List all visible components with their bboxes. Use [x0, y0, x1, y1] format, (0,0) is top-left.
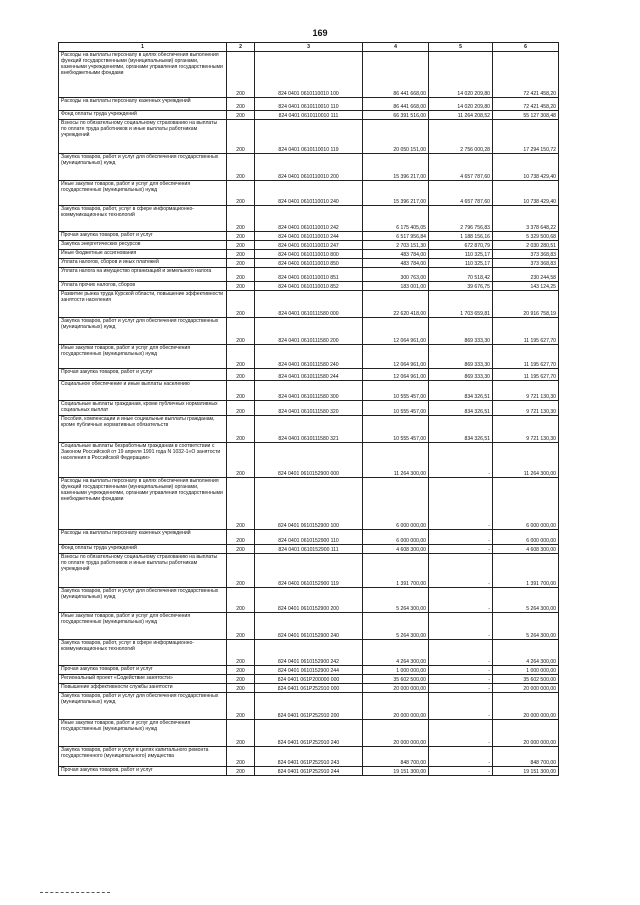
row-code-cell: 200 — [227, 154, 255, 181]
table-row — [59, 98, 559, 111]
row-name-cell: Повышение эффективности службы занятости — [59, 684, 227, 693]
row-code-cell: 200 — [227, 250, 255, 259]
page-number: 169 — [312, 28, 328, 38]
row-approved-amount-cell: 4 608 300,00 — [363, 545, 429, 554]
row-name-cell: Социальные выплаты безработным гражданам в соответствии с Законом Российской от 19 апреля 1991 года N 1032-1«О занятости населения в Российской Федерации» — [59, 443, 227, 478]
row-unexecuted-amount-cell: 5 329 500,68 — [493, 232, 559, 241]
row-classification-code-cell: 824 0401 0610110010 247 — [255, 241, 363, 250]
row-executed-amount-cell: 4 657 787,60 — [429, 181, 493, 206]
row-unexecuted-amount-cell: 4 264 300,00 — [493, 640, 559, 666]
table-row — [59, 291, 559, 318]
row-name-cell: Взносы по обязательному социальному страхованию на выплаты по оплате труда работников и иные выплаты работникам учреждений — [59, 554, 227, 588]
row-approved-amount-cell: 11 264 300,00 — [363, 443, 429, 478]
row-approved-amount-cell: 6 175 405,05 — [363, 206, 429, 232]
row-executed-amount-cell: - — [429, 747, 493, 767]
row-classification-code-cell: 824 0401 061P200000 000 — [255, 675, 363, 684]
row-code-cell: 200 — [227, 530, 255, 545]
row-unexecuted-amount-cell: 11 195 627,70 — [493, 345, 559, 369]
row-approved-amount-cell: 12 064 961,00 — [363, 318, 429, 345]
row-name-cell: Иные бюджетные ассигнования — [59, 250, 227, 259]
row-name-cell: Расходы на выплаты персоналу казенных учреждений — [59, 530, 227, 545]
row-code-cell: 200 — [227, 291, 255, 318]
table-row — [59, 684, 559, 693]
table-row — [59, 154, 559, 181]
table-row — [59, 675, 559, 684]
row-name-cell: Закупка энергетических ресурсов — [59, 241, 227, 250]
table-row — [59, 478, 559, 530]
row-code-cell: 200 — [227, 613, 255, 640]
row-classification-code-cell: 824 0401 0610111580 321 — [255, 416, 363, 443]
row-code-cell: 200 — [227, 345, 255, 369]
row-code-cell: 200 — [227, 720, 255, 747]
row-unexecuted-amount-cell: 55 127 308,48 — [493, 111, 559, 120]
row-approved-amount-cell: 12 064 961,00 — [363, 345, 429, 369]
row-code-cell: 200 — [227, 640, 255, 666]
row-name-cell: Уплата прочих налогов, сборов — [59, 282, 227, 291]
row-unexecuted-amount-cell: 5 264 300,00 — [493, 613, 559, 640]
row-name-cell: Пособия, компенсации и иные социальные выплаты гражданам, кроме публичных нормативных обязательств — [59, 416, 227, 443]
row-approved-amount-cell: 15 396 217,00 — [363, 154, 429, 181]
column-header-4: 4 — [363, 43, 429, 52]
row-classification-code-cell: 824 0401 0610152900 100 — [255, 478, 363, 530]
row-approved-amount-cell: 86 441 668,00 — [363, 98, 429, 111]
table-row — [59, 545, 559, 554]
table-row — [59, 345, 559, 369]
row-unexecuted-amount-cell: 9 721 130,30 — [493, 401, 559, 416]
row-executed-amount-cell: - — [429, 530, 493, 545]
row-code-cell: 200 — [227, 545, 255, 554]
row-name-cell: Прочая закупка товаров, работ и услуг — [59, 232, 227, 241]
table-row — [59, 767, 559, 776]
table-row — [59, 120, 559, 154]
row-approved-amount-cell: 4 264 300,00 — [363, 640, 429, 666]
table-header-row — [59, 43, 559, 52]
column-header-5: 5 — [429, 43, 493, 52]
row-approved-amount-cell: 10 555 457,00 — [363, 416, 429, 443]
row-approved-amount-cell: 1 391 700,00 — [363, 554, 429, 588]
row-classification-code-cell: 824 0401 0610110010 244 — [255, 232, 363, 241]
row-executed-amount-cell: 834 326,51 — [429, 401, 493, 416]
row-approved-amount-cell: 20 050 151,00 — [363, 120, 429, 154]
row-name-cell: Расходы на выплаты персоналу в целях обеспечения выполнения функций государственными (муниципальными) органами, казенными учреждениями, органами управления государственными внебюджетными фондами — [59, 52, 227, 98]
row-name-cell: Закупка товаров, работ, услуг в сфере информационно-коммуникационных технологий — [59, 206, 227, 232]
row-unexecuted-amount-cell: 11 195 627,70 — [493, 318, 559, 345]
row-executed-amount-cell: 14 020 209,80 — [429, 98, 493, 111]
table-row — [59, 318, 559, 345]
row-approved-amount-cell: 1 000 000,00 — [363, 666, 429, 675]
row-classification-code-cell: 824 0401 0610152900 000 — [255, 443, 363, 478]
row-classification-code-cell: 824 0401 061P252910 244 — [255, 767, 363, 776]
row-classification-code-cell: 824 0401 0610111580 300 — [255, 381, 363, 401]
row-name-cell: Социальные выплаты гражданам, кроме публичных нормативных социальных выплат — [59, 401, 227, 416]
row-approved-amount-cell: 20 000 000,00 — [363, 693, 429, 720]
row-approved-amount-cell: 483 784,00 — [363, 259, 429, 268]
row-code-cell: 200 — [227, 554, 255, 588]
row-executed-amount-cell: 672 870,79 — [429, 241, 493, 250]
budget-execution-table — [58, 42, 559, 776]
row-unexecuted-amount-cell: 373 368,83 — [493, 259, 559, 268]
row-classification-code-cell: 824 0401 0610110010 111 — [255, 111, 363, 120]
row-code-cell: 200 — [227, 666, 255, 675]
table-row — [59, 232, 559, 241]
row-classification-code-cell: 824 0401 0610111580 200 — [255, 318, 363, 345]
row-executed-amount-cell: - — [429, 443, 493, 478]
row-approved-amount-cell: 848 700,00 — [363, 747, 429, 767]
table-row — [59, 416, 559, 443]
row-classification-code-cell: 824 0401 0610152900 200 — [255, 588, 363, 613]
row-code-cell: 200 — [227, 747, 255, 767]
row-classification-code-cell: 824 0401 0610111580 244 — [255, 369, 363, 381]
row-approved-amount-cell: 483 784,00 — [363, 250, 429, 259]
row-approved-amount-cell: 86 441 668,00 — [363, 52, 429, 98]
row-approved-amount-cell: 300 763,00 — [363, 268, 429, 282]
row-executed-amount-cell: 11 264 208,52 — [429, 111, 493, 120]
row-executed-amount-cell: 834 326,51 — [429, 381, 493, 401]
column-header-3: 3 — [255, 43, 363, 52]
row-executed-amount-cell: - — [429, 684, 493, 693]
row-code-cell: 200 — [227, 111, 255, 120]
row-name-cell: Иные закупки товаров, работ и услуг для обеспечения государственных (муниципальных) нужд — [59, 613, 227, 640]
table-body — [59, 52, 559, 776]
row-classification-code-cell: 824 0401 061P252910 243 — [255, 747, 363, 767]
row-classification-code-cell: 824 0401 0610110010 851 — [255, 268, 363, 282]
row-executed-amount-cell: - — [429, 545, 493, 554]
row-unexecuted-amount-cell: 20 000 000,00 — [493, 684, 559, 693]
row-name-cell: Закупка товаров, работ и услуг для обеспечения государственных (муниципальных) нужд — [59, 154, 227, 181]
row-name-cell: Закупка товаров, работ, услуг в сфере информационно-коммуникационных технологий — [59, 640, 227, 666]
row-code-cell: 200 — [227, 767, 255, 776]
table-row — [59, 381, 559, 401]
row-unexecuted-amount-cell: 11 195 627,70 — [493, 369, 559, 381]
table-row — [59, 554, 559, 588]
row-classification-code-cell: 824 0401 0610152900 240 — [255, 613, 363, 640]
row-code-cell: 200 — [227, 52, 255, 98]
row-unexecuted-amount-cell: 5 264 300,00 — [493, 588, 559, 613]
row-name-cell: Иные закупки товаров, работ и услуг для обеспечения государственных (муниципальных) нужд — [59, 345, 227, 369]
row-code-cell: 200 — [227, 98, 255, 111]
row-code-cell: 200 — [227, 675, 255, 684]
column-header-2: 2 — [227, 43, 255, 52]
footer-divider — [40, 892, 110, 893]
row-unexecuted-amount-cell: 10 738 429,40 — [493, 181, 559, 206]
table-row — [59, 250, 559, 259]
row-unexecuted-amount-cell: 4 608 300,00 — [493, 545, 559, 554]
row-unexecuted-amount-cell: 9 721 130,30 — [493, 381, 559, 401]
row-approved-amount-cell: 183 001,00 — [363, 282, 429, 291]
row-approved-amount-cell: 5 264 300,00 — [363, 588, 429, 613]
row-code-cell: 200 — [227, 241, 255, 250]
row-classification-code-cell: 824 0401 061P252910 240 — [255, 720, 363, 747]
row-approved-amount-cell: 66 391 516,00 — [363, 111, 429, 120]
row-unexecuted-amount-cell: 20 916 758,19 — [493, 291, 559, 318]
row-name-cell: Расходы на выплаты персоналу казенных учреждений — [59, 98, 227, 111]
row-executed-amount-cell: - — [429, 693, 493, 720]
row-code-cell: 200 — [227, 369, 255, 381]
row-code-cell: 200 — [227, 693, 255, 720]
row-classification-code-cell: 824 0401 0610110010 240 — [255, 181, 363, 206]
row-unexecuted-amount-cell: 19 151 300,00 — [493, 767, 559, 776]
row-executed-amount-cell: - — [429, 640, 493, 666]
row-code-cell: 200 — [227, 381, 255, 401]
table-row — [59, 640, 559, 666]
row-code-cell: 200 — [227, 232, 255, 241]
row-name-cell: Прочая закупка товаров, работ и услуг — [59, 767, 227, 776]
row-classification-code-cell: 824 0401 0610110010 100 — [255, 52, 363, 98]
row-classification-code-cell: 824 0401 061P252910 000 — [255, 684, 363, 693]
row-code-cell: 200 — [227, 478, 255, 530]
row-name-cell: Уплата налога на имущество организаций и земельного налога — [59, 268, 227, 282]
row-unexecuted-amount-cell: 3 378 648,22 — [493, 206, 559, 232]
row-unexecuted-amount-cell: 373 368,83 — [493, 250, 559, 259]
row-approved-amount-cell: 20 000 000,00 — [363, 720, 429, 747]
row-executed-amount-cell: 869 333,30 — [429, 369, 493, 381]
row-name-cell: Закупка товаров, работ и услуг для обеспечения государственных (муниципальных) нужд — [59, 318, 227, 345]
table-row — [59, 401, 559, 416]
table-row — [59, 259, 559, 268]
row-unexecuted-amount-cell: 11 264 300,00 — [493, 443, 559, 478]
row-executed-amount-cell: - — [429, 478, 493, 530]
row-classification-code-cell: 824 0401 0610110010 200 — [255, 154, 363, 181]
row-executed-amount-cell: 1 703 659,81 — [429, 291, 493, 318]
row-approved-amount-cell: 19 151 300,00 — [363, 767, 429, 776]
row-approved-amount-cell: 2 703 151,30 — [363, 241, 429, 250]
row-classification-code-cell: 824 0401 0610110010 242 — [255, 206, 363, 232]
row-unexecuted-amount-cell: 143 124,25 — [493, 282, 559, 291]
row-approved-amount-cell: 5 264 300,00 — [363, 613, 429, 640]
row-approved-amount-cell: 15 396 217,00 — [363, 181, 429, 206]
column-header-6: 6 — [493, 43, 559, 52]
row-classification-code-cell: 824 0401 0610152900 119 — [255, 554, 363, 588]
row-classification-code-cell: 824 0401 0610152900 244 — [255, 666, 363, 675]
row-name-cell: Региональный проект «Содействие занятости» — [59, 675, 227, 684]
row-classification-code-cell: 824 0401 0610152900 242 — [255, 640, 363, 666]
row-executed-amount-cell: 39 676,75 — [429, 282, 493, 291]
row-executed-amount-cell: - — [429, 613, 493, 640]
table-row — [59, 666, 559, 675]
row-executed-amount-cell: 2 796 756,83 — [429, 206, 493, 232]
row-classification-code-cell: 824 0401 0610110010 800 — [255, 250, 363, 259]
table-row — [59, 588, 559, 613]
row-executed-amount-cell: 4 657 787,60 — [429, 154, 493, 181]
row-executed-amount-cell: - — [429, 588, 493, 613]
row-approved-amount-cell: 10 555 457,00 — [363, 381, 429, 401]
row-name-cell: Развитие рынка труда Курской области, повышение эффективности занятости населения — [59, 291, 227, 318]
row-classification-code-cell: 824 0401 0610152900 110 — [255, 530, 363, 545]
row-executed-amount-cell: - — [429, 675, 493, 684]
table-row — [59, 693, 559, 720]
row-executed-amount-cell: - — [429, 767, 493, 776]
row-executed-amount-cell: 110 325,17 — [429, 259, 493, 268]
table-row — [59, 268, 559, 282]
row-code-cell: 200 — [227, 259, 255, 268]
row-code-cell: 200 — [227, 684, 255, 693]
row-name-cell: Иные закупки товаров, работ и услуг для обеспечения государственных (муниципальных) нужд — [59, 720, 227, 747]
row-name-cell: Закупка товаров, работ и услуг в целях капитального ремонта государственного (муниципального) имущества — [59, 747, 227, 767]
row-classification-code-cell: 824 0401 0610152900 111 — [255, 545, 363, 554]
row-approved-amount-cell: 6 000 000,00 — [363, 530, 429, 545]
row-classification-code-cell: 824 0401 0610110010 110 — [255, 98, 363, 111]
row-name-cell: Фонд оплаты труда учреждений — [59, 545, 227, 554]
row-executed-amount-cell: 70 518,42 — [429, 268, 493, 282]
row-unexecuted-amount-cell: 72 421 458,20 — [493, 52, 559, 98]
row-name-cell: Социальное обеспечение и иные выплаты населению — [59, 381, 227, 401]
table-row — [59, 52, 559, 98]
row-unexecuted-amount-cell: 9 721 130,30 — [493, 416, 559, 443]
row-name-cell: Закупка товаров, работ и услуг для обеспечения государственных (муниципальных) нужд — [59, 693, 227, 720]
row-name-cell: Взносы по обязательному социальному страхованию на выплаты по оплате труда работников и иные выплаты работникам учреждений — [59, 120, 227, 154]
row-unexecuted-amount-cell: 1 391 700,00 — [493, 554, 559, 588]
row-unexecuted-amount-cell: 848 700,00 — [493, 747, 559, 767]
row-name-cell: Прочая закупка товаров, работ и услуг — [59, 666, 227, 675]
row-code-cell: 200 — [227, 282, 255, 291]
row-unexecuted-amount-cell: 20 000 000,00 — [493, 693, 559, 720]
row-code-cell: 200 — [227, 588, 255, 613]
row-name-cell: Уплата налогов, сборов и иных платежей — [59, 259, 227, 268]
row-approved-amount-cell: 20 000 000,00 — [363, 684, 429, 693]
table-row — [59, 747, 559, 767]
row-unexecuted-amount-cell: 20 000 000,00 — [493, 720, 559, 747]
row-name-cell: Закупка товаров, работ и услуг для обеспечения государственных (муниципальных) нужд — [59, 588, 227, 613]
row-executed-amount-cell: 2 756 000,28 — [429, 120, 493, 154]
row-unexecuted-amount-cell: 72 421 458,20 — [493, 98, 559, 111]
row-name-cell: Фонд оплаты труда учреждений — [59, 111, 227, 120]
row-approved-amount-cell: 6 000 000,00 — [363, 478, 429, 530]
row-code-cell: 200 — [227, 401, 255, 416]
row-code-cell: 200 — [227, 206, 255, 232]
row-executed-amount-cell: - — [429, 666, 493, 675]
table-row — [59, 111, 559, 120]
row-executed-amount-cell: - — [429, 720, 493, 747]
table-row — [59, 206, 559, 232]
row-executed-amount-cell: 869 333,30 — [429, 345, 493, 369]
table-row — [59, 443, 559, 478]
row-classification-code-cell: 824 0401 0610110010 852 — [255, 282, 363, 291]
table-row — [59, 181, 559, 206]
column-header-1: 1 — [59, 43, 227, 52]
table-row — [59, 241, 559, 250]
row-name-cell: Иные закупки товаров, работ и услуг для обеспечения государственных (муниципальных) нужд — [59, 181, 227, 206]
row-unexecuted-amount-cell: 17 294 150,72 — [493, 120, 559, 154]
row-unexecuted-amount-cell: 6 000 000,00 — [493, 530, 559, 545]
row-approved-amount-cell: 35 602 500,00 — [363, 675, 429, 684]
row-classification-code-cell: 824 0401 0610110010 119 — [255, 120, 363, 154]
row-unexecuted-amount-cell: 230 244,58 — [493, 268, 559, 282]
row-approved-amount-cell: 6 517 956,84 — [363, 232, 429, 241]
table-row — [59, 530, 559, 545]
row-executed-amount-cell: 1 188 156,16 — [429, 232, 493, 241]
row-executed-amount-cell: 110 325,17 — [429, 250, 493, 259]
row-classification-code-cell: 824 0401 0610111580 240 — [255, 345, 363, 369]
row-approved-amount-cell: 22 620 418,00 — [363, 291, 429, 318]
row-unexecuted-amount-cell: 2 030 280,51 — [493, 241, 559, 250]
table-row — [59, 282, 559, 291]
table-row — [59, 720, 559, 747]
row-executed-amount-cell: 834 326,51 — [429, 416, 493, 443]
row-code-cell: 200 — [227, 120, 255, 154]
row-unexecuted-amount-cell: 10 738 429,40 — [493, 154, 559, 181]
row-unexecuted-amount-cell: 6 000 000,00 — [493, 478, 559, 530]
row-code-cell: 200 — [227, 268, 255, 282]
row-executed-amount-cell: - — [429, 554, 493, 588]
row-code-cell: 200 — [227, 416, 255, 443]
row-executed-amount-cell: 869 333,30 — [429, 318, 493, 345]
row-approved-amount-cell: 10 555 457,00 — [363, 401, 429, 416]
row-classification-code-cell: 824 0401 0610110010 850 — [255, 259, 363, 268]
row-classification-code-cell: 824 0401 0610111580 000 — [255, 291, 363, 318]
table-row — [59, 613, 559, 640]
row-executed-amount-cell: 14 020 209,80 — [429, 52, 493, 98]
table-row — [59, 369, 559, 381]
row-unexecuted-amount-cell: 35 602 500,00 — [493, 675, 559, 684]
row-code-cell: 200 — [227, 181, 255, 206]
row-unexecuted-amount-cell: 1 000 000,00 — [493, 666, 559, 675]
row-classification-code-cell: 824 0401 0610111580 320 — [255, 401, 363, 416]
row-code-cell: 200 — [227, 443, 255, 478]
row-name-cell: Расходы на выплаты персоналу в целях обеспечения выполнения функций государственными (муниципальными) органами, казенными учреждениями, органами управления государственными внебюджетными фондами — [59, 478, 227, 530]
row-code-cell: 200 — [227, 318, 255, 345]
row-approved-amount-cell: 12 064 961,00 — [363, 369, 429, 381]
row-name-cell: Прочая закупка товаров, работ и услуг — [59, 369, 227, 381]
row-classification-code-cell: 824 0401 061P252910 200 — [255, 693, 363, 720]
